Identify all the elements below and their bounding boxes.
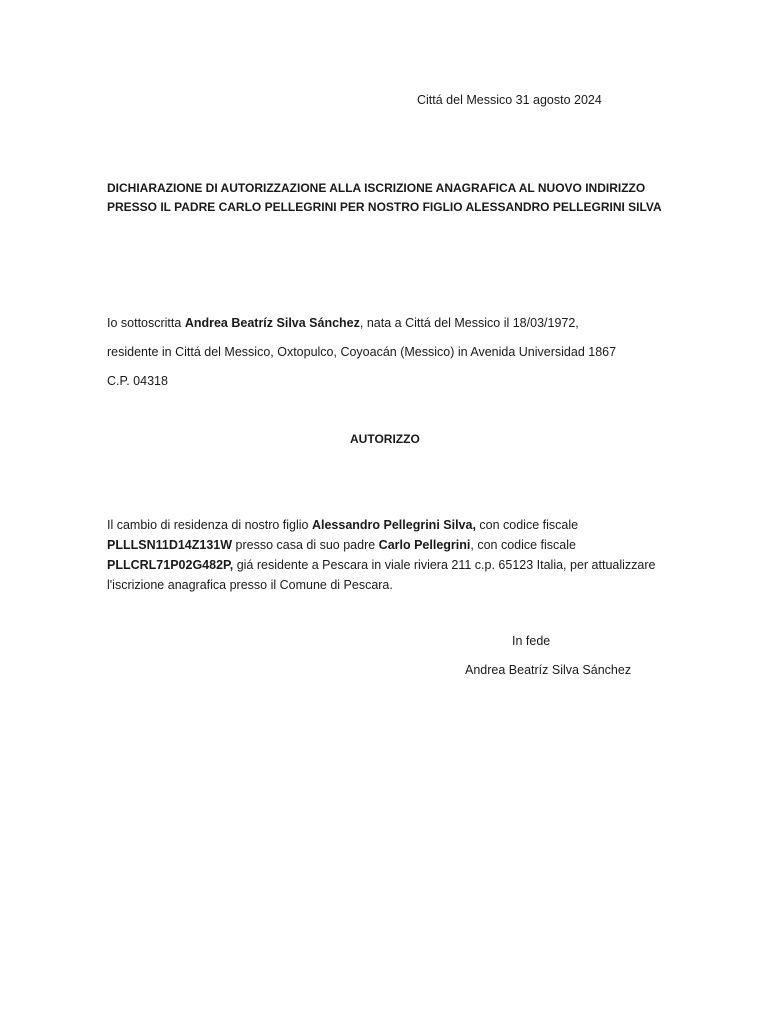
child-fiscal-code: PLLLSN11D14Z131W xyxy=(107,538,233,552)
autorizzo-heading: AUTORIZZO xyxy=(350,432,420,446)
declarant-birth: , nata a Cittá del Messico il 18/03/1972, xyxy=(359,316,579,330)
declarant-name: Andrea Beatríz Silva Sánchez xyxy=(184,316,360,330)
declarant-postal-code: C.P. 04318 xyxy=(107,374,168,388)
body-line-4: l'iscrizione anagrafica presso il Comune di Pescara. xyxy=(107,578,393,592)
father-name: Carlo Pellegrini xyxy=(378,538,471,552)
body-l2-b: , con codice fiscale xyxy=(470,538,576,552)
declarant-residence: residente in Cittá del Messico, Oxtopulco, Coyoacán (Messico) in Avenida Universidad 1867 xyxy=(107,345,617,359)
child-name: Alessandro Pellegrini Silva, xyxy=(311,518,476,532)
signature-name: Andrea Beatríz Silva Sánchez xyxy=(465,663,632,677)
body-l3-b: giá residente a Pescara in viale riviera 211 c.p. 65123 Italia, per attualizzare xyxy=(233,558,656,572)
title-line-1: DICHIARAZIONE DI AUTORIZZAZIONE ALLA ISCRIZIONE ANAGRAFICA AL NUOVO INDIRIZZO xyxy=(107,181,646,195)
in-fede: In fede xyxy=(512,634,551,648)
body-l2-a: presso casa di suo padre xyxy=(232,538,379,552)
body-line-3 xyxy=(107,557,655,573)
body-l1-b: con codice fiscale xyxy=(475,518,579,532)
father-fiscal-code: PLLCRL71P02G482P, xyxy=(107,558,234,572)
declarant-intro: Io sottoscritta xyxy=(107,316,185,330)
title-line-2: PRESSO IL PADRE CARLO PELLEGRINI PER NOSTRO FIGLIO ALESSANDRO PELLEGRINI SILVA xyxy=(107,200,662,214)
body-l1-a: Il cambio di residenza di nostro figlio xyxy=(107,518,312,532)
body-line-2 xyxy=(107,537,576,553)
body-line-1 xyxy=(107,517,578,533)
declarant-line xyxy=(107,315,579,331)
date-line: Cittá del Messico 31 agosto 2024 xyxy=(417,93,602,107)
